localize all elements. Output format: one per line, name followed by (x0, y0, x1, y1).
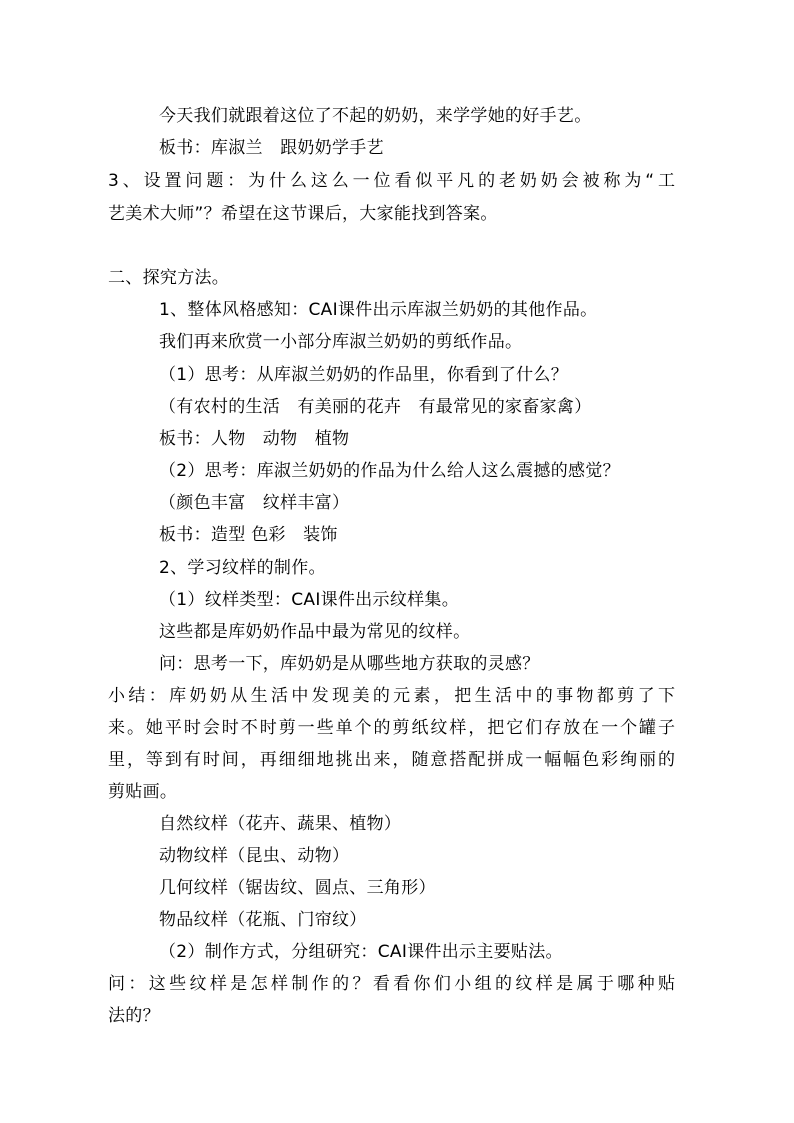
question-setup-line-2: 艺美术大师”？希望在这节课后，大家能找到答案。 (108, 204, 498, 224)
section-heading-explore: 二、探究方法。 (108, 268, 230, 288)
step-2-heading: 2、学习纹样的制作。 (159, 558, 326, 578)
pattern-geometric: 几何纹样（锯齿纹、圆点、三角形） (159, 878, 436, 898)
question-inspiration: 问：思考一下，库奶奶是从哪些地方获取的灵感？ (159, 654, 540, 674)
question-setup-line-1: 3、设置问题：为什么这么一位看似平凡的老奶奶会被称为“工 (108, 171, 675, 191)
answer-1: （有农村的生活 有美丽的花卉 有最常见的家畜家禽） (159, 397, 592, 417)
blackboard-note-1: 板书：人物 动物 植物 (159, 429, 350, 449)
pattern-natural: 自然纹样（花卉、蔬果、植物） (159, 814, 402, 834)
paragraph-appreciate: 我们再来欣赏一小部分库淑兰奶奶的剪纸作品。 (159, 332, 523, 352)
blackboard-note-title: 板书：库淑兰 跟奶奶学手艺 (159, 138, 384, 158)
step-1-heading: 1、整体风格感知：CAI课件出示库淑兰奶奶的其他作品。 (159, 300, 598, 320)
think-question-2: （2）思考：库淑兰奶奶的作品为什么给人这么震撼的感觉？ (159, 461, 620, 481)
think-question-1: （1）思考：从库淑兰奶奶的作品里，你看到了什么？ (159, 365, 569, 385)
summary-line-3: 里，等到有时间，再细细地挑出来，随意搭配拼成一幅幅色彩绚丽的 (108, 750, 675, 770)
pattern-type-heading: （1）纹样类型：CAI课件出示纹样集。 (159, 590, 460, 610)
paragraph-intro: 今天我们就跟着这位了不起的奶奶，来学学她的好手艺。 (159, 106, 592, 126)
question-making-line-2: 法的？ (108, 1006, 160, 1026)
summary-line-4: 剪贴画。 (108, 782, 178, 802)
paragraph-common-patterns: 这些都是库奶奶作品中最为常见的纹样。 (159, 622, 471, 642)
pattern-animal: 动物纹样（昆虫、动物） (159, 846, 350, 866)
answer-2: （颜色丰富 纹样丰富） (159, 493, 350, 513)
making-method-heading: （2）制作方式，分组研究：CAI课件出示主要贴法。 (159, 942, 563, 962)
pattern-object: 物品纹样（花瓶、门帘纹） (159, 910, 367, 930)
summary-line-2: 来。她平时会时不时剪一些单个的剪纸纹样，把它们存放在一个罐子 (108, 718, 675, 738)
summary-line-1: 小结：库奶奶从生活中发现美的元素，把生活中的事物都剪了下 (108, 686, 675, 706)
blackboard-note-2: 板书：造型 色彩 装饰 (159, 525, 338, 545)
question-making-line-1: 问：这些纹样是怎样制作的？看看你们小组的纹样是属于哪种贴 (108, 974, 675, 994)
